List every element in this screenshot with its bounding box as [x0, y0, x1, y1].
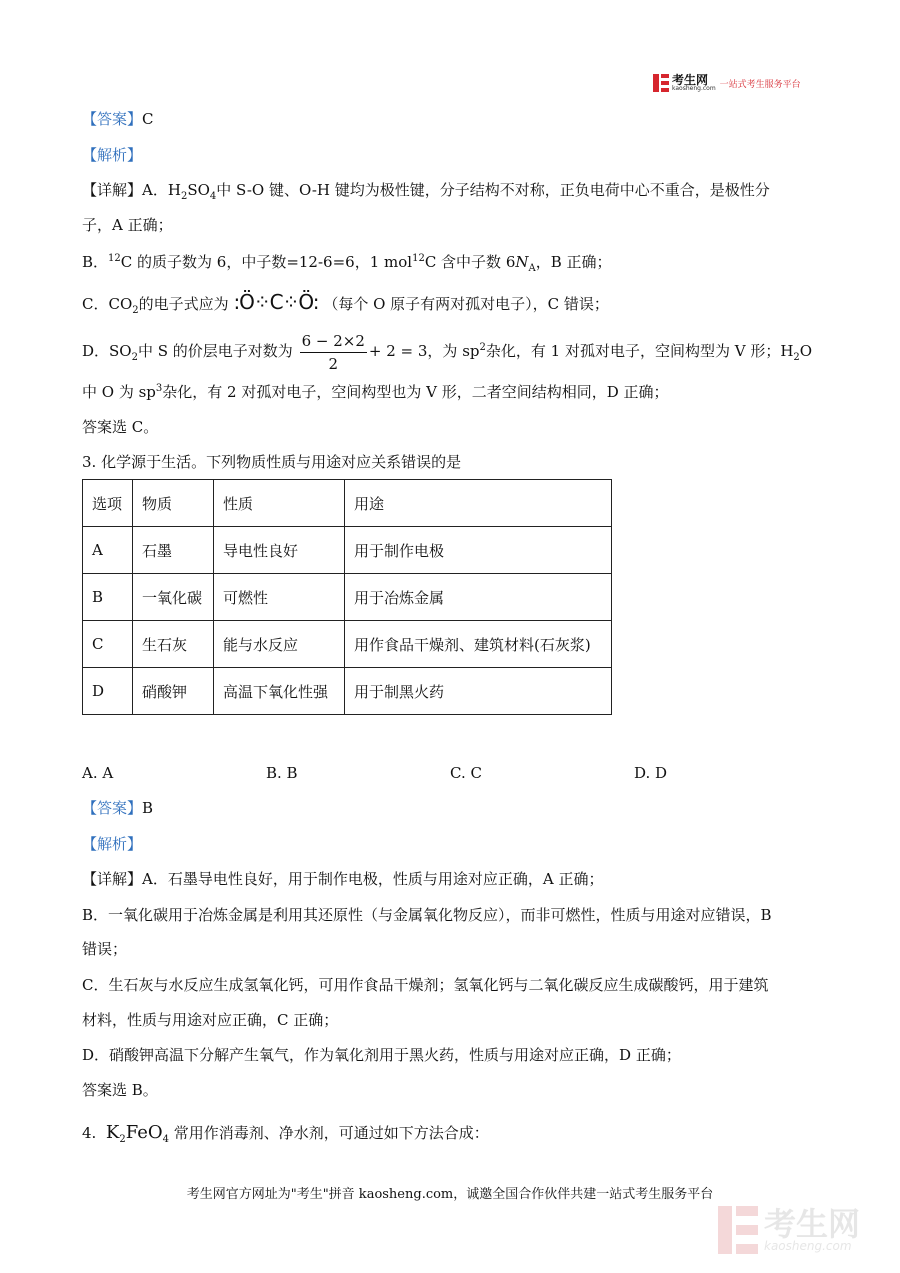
- q3-detail-c-cont: 材料，性质与用途对应正确，C 正确；: [82, 1011, 339, 1029]
- valence-pair-fraction: $\frac{6 - 2\times 2}{2}$: [301, 331, 365, 373]
- table-header: 选项: [83, 480, 133, 527]
- logo-icon: [653, 74, 669, 92]
- q3-detail-b-cont: 错误；: [82, 940, 128, 958]
- table-cell: 用于冶炼金属: [345, 574, 612, 621]
- co2-electron-formula-icon: :Ö⁘C⁘Ö:: [233, 290, 319, 314]
- table-cell: 用作食品干燥剂、建筑材料(石灰浆): [345, 621, 612, 668]
- table-header: 性质: [214, 480, 345, 527]
- table-cell: 生石灰: [133, 621, 214, 668]
- q2-answer: 【答案】C: [82, 110, 154, 128]
- q2-conclusion: 答案选 C。: [82, 418, 159, 436]
- q2-detail-b: B．$^{12}$C 的质子数为 6，中子数=12-6=6，1 mol$^{12}$C 含中子数 $6N_A$，B 正确；: [82, 253, 612, 274]
- q2-detail-a: 【详解】A．$H_2SO_4$中 S-O 键、O-H 键均为极性键，分子结构不对称，正负电荷中心不重合，是极性分: [82, 181, 770, 202]
- table-cell: A: [83, 527, 133, 574]
- header-logo: [653, 72, 801, 94]
- q4-stem: 4. $K_2FeO_4$ 常用作消毒剂、净水剂，可通过如下方法合成：: [82, 1122, 489, 1145]
- table-header: 物质: [133, 480, 214, 527]
- q3-table: [82, 479, 612, 715]
- q3-stem: 3. 化学源于生活。下列物质性质与用途对应关系错误的是: [82, 453, 462, 471]
- watermark-name: 考生网: [764, 1205, 861, 1243]
- q2-analysis-tag: 【解析】: [82, 146, 143, 164]
- q3-detail-a: 【详解】A．石墨导电性良好，用于制作电极，性质与用途对应正确，A 正确；: [82, 870, 604, 888]
- table-header: 用途: [345, 480, 612, 527]
- q3-option-b: B. B: [266, 764, 298, 782]
- footer-text: 考生网官方网址为"考生"拼音 kaosheng.com，诚邀全国合作伙伴共建一站式考生服务平台: [186, 1187, 714, 1202]
- q3-detail-c: C．生石灰与水反应生成氢氧化钙，可用作食品干燥剂；氢氧化钙与二氧化碳反应生成碳酸钙，用于建筑: [82, 976, 769, 994]
- q3-analysis-tag: 【解析】: [82, 835, 143, 853]
- table-cell: 一氧化碳: [133, 574, 214, 621]
- watermark: [718, 1206, 860, 1254]
- table-row: [83, 574, 612, 621]
- q2-detail-d: D．$SO_2$中 S 的价层电子对数为 $\frac{6 - 2\times 2}{2}$ + 2 = 3，为 $sp^2$杂化，有 1 对孤对电子，空间构型为 V 形；$H_2O$: [82, 331, 813, 373]
- q3-option-c: C. C: [450, 764, 482, 782]
- table-cell: C: [83, 621, 133, 668]
- q3-detail-b: B．一氧化碳用于冶炼金属是利用其还原性（与金属氧化物反应），而非可燃性，性质与用途对应错误，B: [82, 906, 772, 924]
- table-cell: 石墨: [133, 527, 214, 574]
- table-cell: 用于制黑火药: [345, 668, 612, 715]
- table-cell: D: [83, 668, 133, 715]
- q3-option-a: A. A: [82, 764, 114, 782]
- table-cell: 硝酸钾: [133, 668, 214, 715]
- table-row: [83, 527, 612, 574]
- q3-detail-d: D．硝酸钾高温下分解产生氧气，作为氧化剂用于黑火药，性质与用途对应正确，D 正确；: [82, 1046, 681, 1064]
- table-cell: 能与水反应: [214, 621, 345, 668]
- table-cell: B: [83, 574, 133, 621]
- table-row: [83, 621, 612, 668]
- logo-name: 考生网: [672, 73, 709, 87]
- watermark-logo-icon: [718, 1206, 758, 1254]
- logo-slogan: 一站式考生服务平台: [719, 79, 801, 90]
- watermark-url: kaosheng.com: [764, 1239, 852, 1253]
- q3-option-d: D. D: [634, 764, 668, 782]
- table-cell: 可燃性: [214, 574, 345, 621]
- q2-detail-d-cont: 中 O 为 $sp^3$杂化，有 2 对孤对电子，空间构型也为 V 形，二者空间结构相同，D 正确；: [82, 383, 669, 401]
- table-cell: 导电性良好: [214, 527, 345, 574]
- table-header-row: [83, 480, 612, 527]
- table-cell: 高温下氧化性强: [214, 668, 345, 715]
- table-row: [83, 668, 612, 715]
- q2-detail-a-cont: 子，A 正确；: [82, 216, 173, 234]
- logo-url: kaosheng.com: [672, 85, 716, 92]
- q2-detail-c: C．$CO_2$的电子式应为 :Ö⁘C⁘Ö: （每个 O 原子有两对孤对电子），C 错误；: [82, 290, 609, 316]
- q3-answer: 【答案】B: [82, 799, 154, 817]
- q3-conclusion: 答案选 B。: [82, 1081, 158, 1099]
- table-cell: 用于制作电极: [345, 527, 612, 574]
